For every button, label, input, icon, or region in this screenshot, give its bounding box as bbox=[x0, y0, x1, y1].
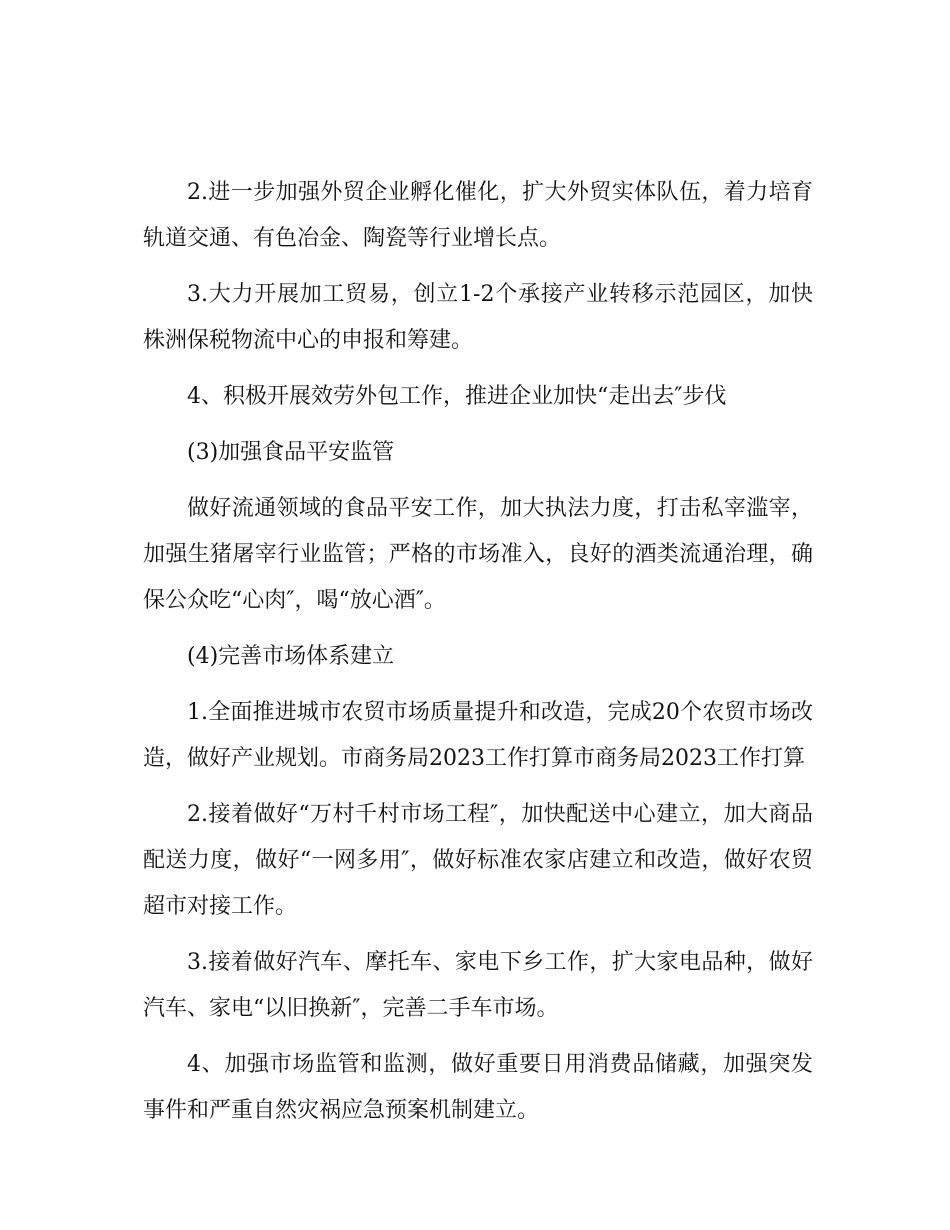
paragraph-foreign-trade-incubation: 2.进一步加强外贸企业孵化催化，扩大外贸实体队伍，着力培育轨道交通、有色冶金、陶瓷等行业增长点。 bbox=[143, 180, 813, 251]
section-heading-food-safety: (3)加强食品平安监管 bbox=[187, 440, 395, 465]
paragraph-food-safety: 做好流通领域的食品平安工作，加大执法力度，打击私宰滥宰，加强生猪屠宰行业监管；严格的市场准入，良好的酒类流通治理，确保公众吃“心肉″，喝“放心酒″。 bbox=[143, 496, 813, 613]
paragraph-service-outsourcing: 4、积极开展效劳外包工作，推进企业加快“走出去″步伐 bbox=[187, 384, 727, 409]
paragraph-market-supervision: 4、加强市场监管和监测，做好重要日用消费品储藏，加强突发事件和严重自然灾祸应急预案机制建立。 bbox=[143, 1052, 813, 1123]
paragraph-farmers-market-upgrade: 1.全面推进城市农贸市场质量提升和改造，完成20个农贸市场改造，做好产业规划。市商务局2023工作打算市商务局2023工作打算 bbox=[143, 700, 813, 771]
section-heading-market-system: (4)完善市场体系建立 bbox=[187, 644, 395, 669]
paragraph-processing-trade: 3.大力开展加工贸易，创立1-2个承接产业转移示范园区，加快株洲保税物流中心的申报和筹建。 bbox=[143, 282, 813, 353]
document-body bbox=[143, 170, 813, 1144]
paragraph-appliances-to-countryside: 3.接着做好汽车、摩托车、家电下乡工作，扩大家电品种，做好汽车、家电“以旧换新″，完善二手车市场。 bbox=[143, 950, 813, 1021]
paragraph-village-market-project: 2.接着做好“万村千村市场工程″，加快配送中心建立，加大商品配送力度，做好“一网多用″，做好标准农家店建立和改造，做好农贸超市对接工作。 bbox=[143, 802, 813, 919]
